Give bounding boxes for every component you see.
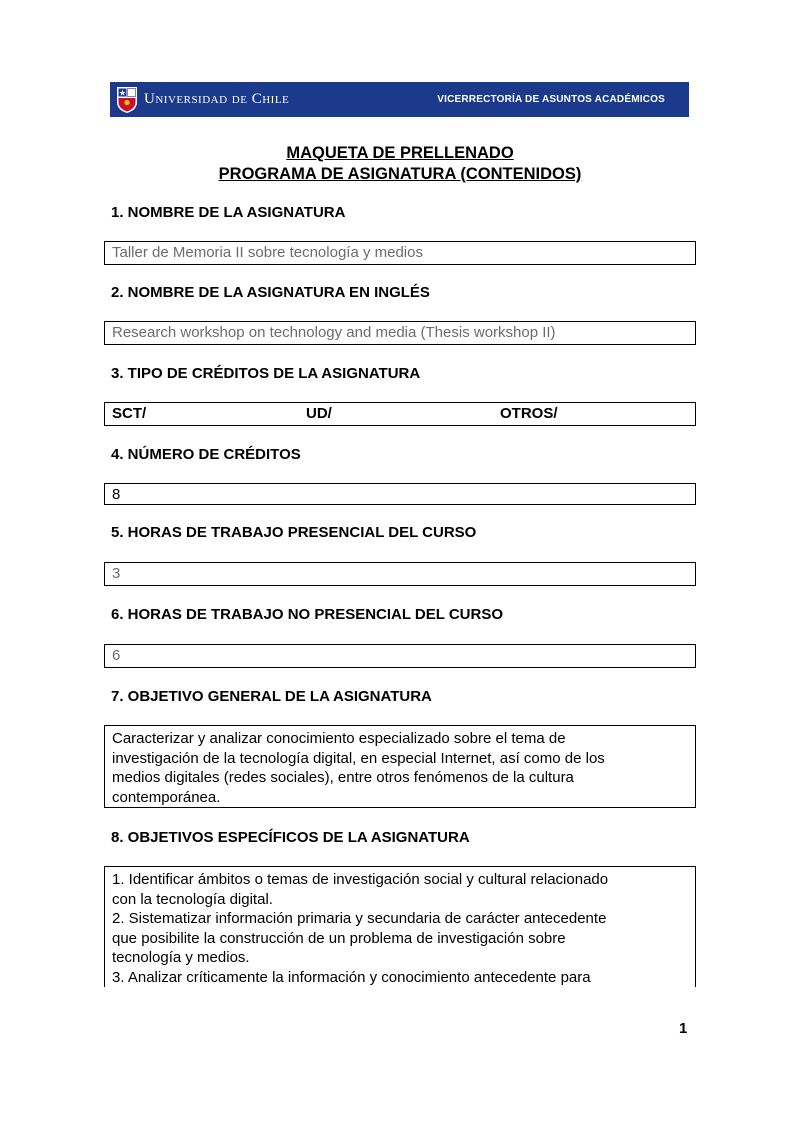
section-1-heading: 1. NOMBRE DE LA ASIGNATURA (111, 204, 346, 221)
section-2-heading: 2. NOMBRE DE LA ASIGNATURA EN INGLÉS (111, 284, 430, 301)
document-title-line2: PROGRAMA DE ASIGNATURA (CONTENIDOS) (218, 165, 582, 183)
section-4-heading: 4. NÚMERO DE CRÉDITOS (111, 446, 301, 463)
course-name-english-field (104, 321, 696, 345)
non-presential-hours-value: 6 (112, 647, 121, 664)
presential-hours-field (104, 562, 696, 586)
course-name-value: Taller de Memoria II sobre tecnología y medios (112, 244, 423, 261)
university-crest-icon (116, 86, 138, 114)
section-7-heading: 7. OBJETIVO GENERAL DE LA ASIGNATURA (111, 688, 432, 705)
specific-objective-line: 1. Identificar ámbitos o temas de investigación social y cultural relacionado (112, 871, 609, 888)
page-number: 1 (679, 1020, 688, 1037)
credit-number-field (104, 483, 696, 505)
document-title-line1: MAQUETA DE PRELLENADO (286, 144, 514, 162)
specific-objective-line: 3. Analizar críticamente la información y conocimiento antecedente para (112, 968, 591, 986)
general-objective-line: contemporánea. (112, 788, 221, 806)
specific-objective-line: que posibilite la construcción de un problema de investigación sobre (112, 929, 566, 947)
specific-objectives-field (104, 866, 696, 987)
course-name-english-value: Research workshop on technology and media (Thesis workshop II) (112, 324, 556, 341)
university-banner (110, 82, 689, 117)
general-objective-line: investigación de la tecnología digital, en especial Internet, así como de los (112, 749, 605, 767)
presential-hours-value: 3 (112, 565, 121, 582)
university-name: Universidad de Chile (144, 91, 290, 107)
credit-type-ud: UD/ (306, 405, 332, 422)
specific-objective-line: 2. Sistematizar información primaria y secundaria de carácter antecedente (112, 910, 607, 927)
credit-type-otros: OTROS/ (500, 405, 558, 422)
section-8-heading: 8. OBJETIVOS ESPECÍFICOS DE LA ASIGNATURA (111, 829, 470, 846)
non-presential-hours-field (104, 644, 696, 668)
general-objective-line: Caracterizar y analizar conocimiento especializado sobre el tema de (112, 730, 566, 747)
section-5-heading: 5. HORAS DE TRABAJO PRESENCIAL DEL CURSO (111, 524, 477, 541)
course-name-field (104, 241, 696, 265)
office-name: VICERRECTORÍA DE ASUNTOS ACADÉMICOS (437, 94, 665, 105)
general-objective-field (104, 725, 696, 808)
credit-number-value: 8 (112, 486, 121, 503)
section-3-heading: 3. TIPO DE CRÉDITOS DE LA ASIGNATURA (111, 365, 421, 382)
general-objective-line: medios digitales (redes sociales), entre otros fenómenos de la cultura (112, 769, 574, 786)
specific-objective-line: con la tecnología digital. (112, 890, 273, 908)
section-6-heading: 6. HORAS DE TRABAJO NO PRESENCIAL DEL CURSO (111, 606, 503, 623)
credit-type-sct: SCT/ (112, 405, 147, 422)
credit-type-field (104, 402, 696, 426)
specific-objective-line: tecnología y medios. (112, 949, 250, 966)
